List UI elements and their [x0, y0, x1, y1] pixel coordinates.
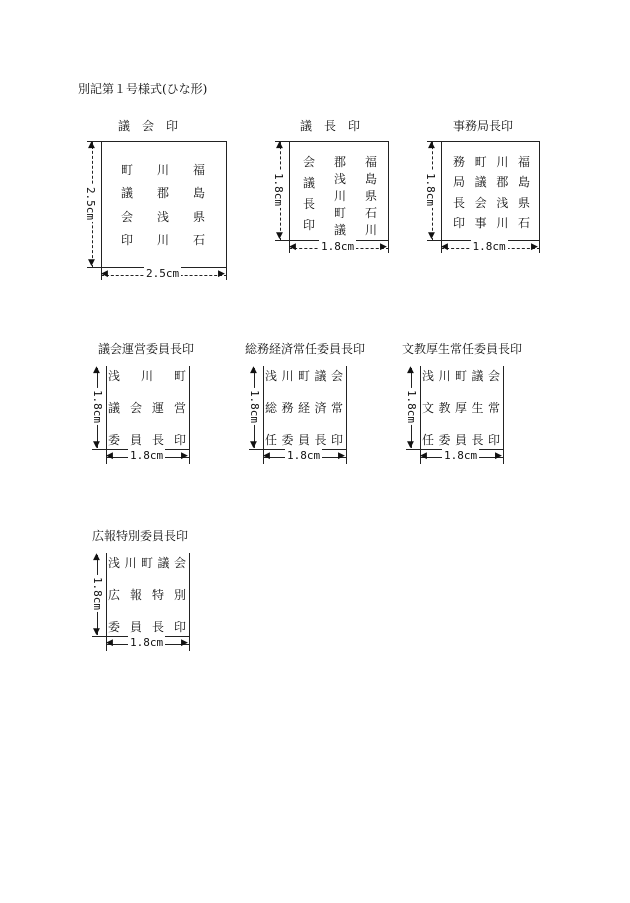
seal-character: 会 [303, 155, 316, 169]
seal-character: 議 [474, 175, 487, 190]
seal-character: 川 [438, 369, 451, 383]
arrow-left-icon: ◀ [101, 269, 108, 279]
vertical-dimension-label: 2.5cm [84, 186, 98, 220]
arrow-up-icon: ▲ [276, 140, 283, 150]
seal-column [475, 153, 487, 231]
seal-label: 総務経済常任委員長印 [245, 342, 366, 356]
seal-character: 営 [173, 401, 186, 415]
seal-character: 会 [487, 369, 500, 383]
seal-character: 員 [454, 433, 467, 447]
seal-label: 議 長 印 [299, 119, 360, 133]
horizontal-dimension-label: 2.5cm [146, 267, 180, 280]
seal-column [453, 153, 465, 231]
seal-character: 川 [281, 369, 294, 383]
seal-character: 委 [438, 433, 451, 447]
seal-column [518, 153, 530, 231]
seal-character: 議 [333, 223, 346, 237]
seal-text-grid [108, 367, 186, 448]
seal-character: 島 [517, 175, 530, 190]
seal-character: 郡 [496, 175, 509, 190]
arrow-left-icon: ◀ [106, 638, 113, 648]
seal-row [422, 399, 500, 416]
seal-character: 務 [281, 401, 294, 415]
seal-character: 印 [121, 232, 134, 247]
arrow-up-icon: ▲ [250, 365, 257, 375]
seal-character: 特 [151, 588, 164, 602]
horizontal-dimension-label: 1.8cm [130, 449, 164, 462]
arrow-left-icon: ◀ [441, 242, 448, 252]
seal-character: 浅 [156, 209, 169, 224]
arrow-right-icon: ▶ [380, 242, 387, 252]
seal-character: 県 [192, 209, 205, 224]
seal-character: 常 [487, 401, 500, 415]
seal-text-grid [422, 367, 500, 448]
arrow-right-icon: ▶ [181, 451, 188, 461]
seal-character: 川 [364, 223, 377, 237]
arrow-up-icon: ▲ [407, 365, 414, 375]
seal-character: 議 [108, 401, 121, 415]
arrow-left-icon: ◀ [420, 451, 427, 461]
seal-character: 県 [517, 195, 530, 210]
seal-label: 広報特別委員長印 [91, 529, 188, 543]
seal-label: 文教厚生常任委員長印 [402, 342, 523, 356]
seal-character: 広 [108, 588, 121, 602]
seal-character: 員 [297, 433, 310, 447]
seal-character: 別 [173, 588, 186, 602]
seal-character: 浅 [496, 195, 509, 210]
seal-text-grid [108, 554, 186, 635]
seal-character: 委 [108, 620, 121, 634]
seal-character: 川 [156, 163, 169, 177]
seal-label: 議 会 印 [117, 119, 178, 133]
seal-character: 長 [151, 620, 164, 634]
seal-character: 川 [496, 155, 509, 169]
seal-character: 委 [281, 433, 294, 447]
seal-character: 県 [364, 189, 377, 203]
seal-row [265, 399, 343, 416]
seal-character: 文 [422, 401, 435, 415]
dimension-extension [226, 268, 227, 280]
seal-character: 会 [474, 195, 487, 210]
seal-character: 印 [330, 433, 343, 447]
vertical-dimension-label: 1.8cm [91, 389, 105, 424]
seal-character: 町 [454, 369, 467, 383]
seal-character: 会 [173, 556, 186, 570]
seal-row [108, 431, 186, 448]
seal-character: 石 [192, 232, 205, 247]
arrow-down-icon: ▼ [407, 440, 414, 450]
seal-character: 浅 [108, 556, 121, 570]
horizontal-dimension-label: 1.8cm [444, 449, 478, 462]
seal-character: 長 [151, 433, 164, 447]
arrow-left-icon: ◀ [289, 242, 296, 252]
arrow-left-icon: ◀ [106, 451, 113, 461]
seal-character: 議 [121, 186, 134, 201]
seal-character: 町 [121, 163, 134, 177]
seal-character: 郡 [333, 155, 346, 169]
arrow-down-icon: ▼ [93, 627, 100, 637]
arrow-down-icon: ▼ [428, 231, 435, 241]
arrow-right-icon: ▶ [338, 451, 345, 461]
seal-character: 町 [173, 369, 186, 383]
seal-character: 福 [364, 155, 377, 169]
seal-character: 町 [474, 155, 487, 169]
seal-column [333, 153, 346, 237]
dimension-extension [539, 241, 540, 253]
seal-character: 委 [108, 433, 121, 447]
seal-character: 会 [121, 209, 134, 224]
seal-character: 議 [314, 369, 327, 383]
seal-character: 教 [438, 401, 451, 415]
seal-character: 町 [297, 369, 310, 383]
arrow-right-icon: ▶ [181, 638, 188, 648]
vertical-dimension-label: 1.8cm [405, 389, 419, 424]
seal-character: 報 [129, 588, 142, 602]
seal-label: 事務局長印 [452, 119, 513, 133]
seal-row [265, 431, 343, 448]
arrow-right-icon: ▶ [218, 269, 225, 279]
seal-character: 会 [330, 369, 343, 383]
seal-character: 経 [297, 401, 310, 415]
seal-row [422, 431, 500, 448]
form-title: 別記第１号様式(ひな形) [78, 82, 208, 96]
seal-character: 印 [173, 620, 186, 634]
arrow-left-icon: ◀ [263, 451, 270, 461]
dimension-extension [388, 241, 389, 253]
seal-text-grid [265, 367, 343, 448]
seal-row [108, 399, 186, 416]
seal-column [364, 153, 377, 237]
seal-character: 印 [173, 433, 186, 447]
arrow-up-icon: ▲ [93, 365, 100, 375]
seal-character: 石 [517, 215, 530, 230]
seal-label: 議会運営委員長印 [97, 342, 194, 356]
seal-character: 川 [156, 232, 169, 247]
seal-character: 浅 [265, 369, 278, 383]
seal-character: 員 [129, 620, 142, 634]
seal-row [108, 367, 186, 384]
seal-character: 済 [314, 401, 327, 415]
seal-character: 長 [303, 197, 316, 211]
arrow-down-icon: ▼ [250, 440, 257, 450]
seal-character: 議 [303, 176, 316, 190]
horizontal-dimension-label: 1.8cm [321, 240, 355, 253]
arrow-up-icon: ▲ [88, 140, 95, 150]
seal-character: 常 [330, 401, 343, 415]
seal-column [121, 161, 133, 248]
seal-character: 議 [157, 556, 170, 570]
seal-row [108, 554, 186, 571]
seal-column [157, 161, 169, 248]
seal-character: 生 [471, 401, 484, 415]
seal-character: 務 [453, 155, 466, 169]
vertical-dimension-label: 1.8cm [248, 389, 262, 424]
seal-character: 局 [453, 175, 466, 190]
seal-character: 島 [364, 172, 377, 186]
seal-row [422, 367, 500, 384]
seal-character: 郡 [156, 186, 169, 201]
horizontal-dimension-label: 1.8cm [287, 449, 321, 462]
seal-character: 会 [129, 401, 142, 415]
seal-character: 任 [265, 433, 278, 447]
seal-text-grid [121, 161, 205, 248]
seal-character: 浅 [422, 369, 435, 383]
seal-row [108, 586, 186, 603]
seal-character: 町 [333, 206, 346, 220]
arrow-down-icon: ▼ [276, 231, 283, 241]
horizontal-dimension-label: 1.8cm [130, 636, 164, 649]
seal-character: 石 [364, 206, 377, 220]
seal-character: 町 [140, 556, 153, 570]
arrow-right-icon: ▶ [531, 242, 538, 252]
seal-row [265, 367, 343, 384]
arrow-down-icon: ▼ [93, 440, 100, 450]
seal-character: 島 [192, 186, 205, 201]
seal-text-grid [303, 153, 377, 237]
seal-character: 長 [314, 433, 327, 447]
seal-character: 川 [333, 189, 346, 203]
vertical-dimension-label: 1.8cm [424, 172, 438, 207]
seal-character: 運 [151, 401, 164, 415]
arrow-right-icon: ▶ [495, 451, 502, 461]
arrow-up-icon: ▲ [93, 552, 100, 562]
horizontal-dimension-label: 1.8cm [472, 240, 506, 253]
seal-character: 長 [453, 195, 466, 210]
seal-text-grid [453, 153, 530, 231]
seal-character: 厚 [454, 401, 467, 415]
seal-character: 印 [303, 218, 316, 232]
seal-column [193, 161, 205, 248]
seal-character: 任 [422, 433, 435, 447]
vertical-dimension-label: 1.8cm [91, 576, 105, 611]
seal-character: 福 [192, 163, 205, 177]
seal-character: 長 [471, 433, 484, 447]
seal-character: 福 [517, 155, 530, 169]
seal-character: 浅 [108, 369, 121, 383]
seal-column [303, 153, 315, 233]
vertical-dimension-label: 1.8cm [272, 172, 286, 207]
seal-character: 川 [496, 215, 509, 230]
seal-character: 浅 [333, 172, 346, 186]
seal-character: 印 [453, 215, 466, 230]
seal-character: 総 [265, 401, 278, 415]
seal-row [108, 618, 186, 635]
seal-character: 議 [471, 369, 484, 383]
seal-character: 印 [487, 433, 500, 447]
seal-character: 川 [140, 369, 153, 383]
arrow-up-icon: ▲ [428, 140, 435, 150]
seal-character: 事 [474, 215, 487, 230]
seal-character: 員 [129, 433, 142, 447]
seal-character: 川 [124, 556, 137, 570]
seal-column [496, 153, 508, 231]
arrow-down-icon: ▼ [88, 258, 95, 268]
